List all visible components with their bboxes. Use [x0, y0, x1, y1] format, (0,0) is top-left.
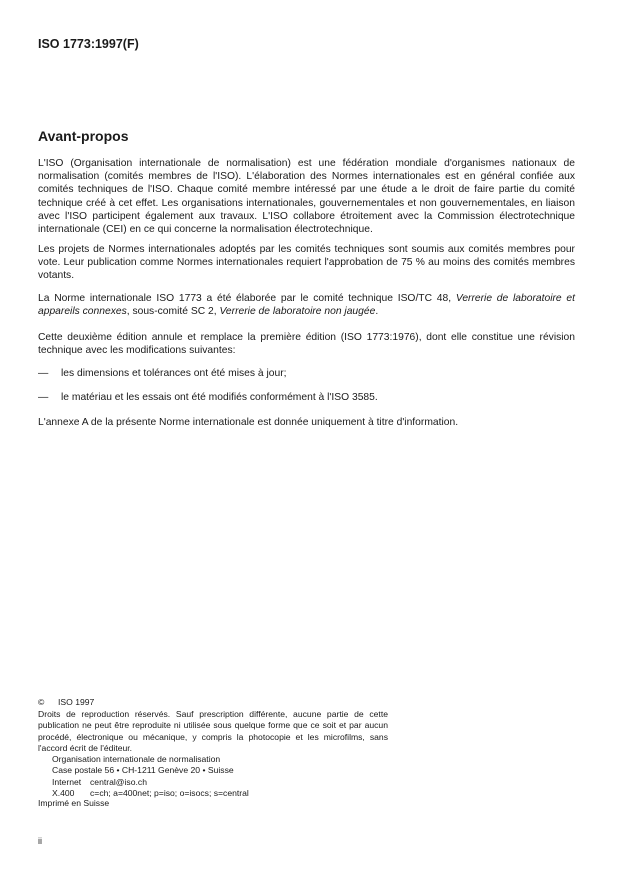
list-item-text: les dimensions et tolérances ont été mises à jour; [61, 368, 287, 379]
subcommittee-name: Verrerie de laboratoire non jaugée [219, 306, 376, 318]
copyright-line [38, 697, 94, 708]
dash-bullet: — [38, 368, 49, 379]
internet-row [52, 777, 249, 788]
list-item-text: le matériau et les essais ont été modifiés conformément à l'ISO 3585. [61, 392, 378, 403]
publisher-address [52, 754, 249, 800]
copyright-icon: © [38, 697, 45, 707]
dash-bullet: — [38, 392, 49, 403]
internet-label: Internet [52, 776, 82, 787]
internet-value: central@iso.ch [90, 776, 147, 787]
paragraph-annex: L'annexe A de la présente Norme internationale est donnée uniquement à titre d'information. [38, 417, 459, 428]
list-item [38, 391, 575, 405]
paragraph-committee [38, 292, 575, 318]
section-title: Avant-propos [38, 128, 129, 144]
list-item [38, 367, 575, 381]
postal-address: Case postale 56 • CH-1211 Genève 20 • Suisse [52, 765, 234, 776]
x400-value: c=ch; a=400net; p=iso; o=isocs; s=central [90, 788, 249, 799]
committee-name: Verrerie de laboratoire et appareils connexes [38, 293, 575, 318]
rights-notice: Droits de reproduction réservés. Sauf prescription différente, aucune partie de cette publication ne peut être reproduite ni utilisée sous quelque forme que ce soit et par aucun procédé, électronique ou mécanique, y compris la photocopie et les microfilms, sans l'accord écrit de l'éditeur. [38, 709, 388, 754]
copyright-text: ISO 1997 [58, 697, 95, 707]
committee-text-e: . [375, 306, 379, 318]
document-id: ISO 1773:1997(F) [38, 37, 139, 51]
x400-label: X.400 [52, 788, 75, 799]
printed-in: Imprimé en Suisse [38, 798, 110, 808]
paragraph-edition: Cette deuxième édition annule et remplace la première édition (ISO 1773:1976), dont elle constitue une révision technique avec les modifications suivantes: [38, 332, 575, 357]
page-number: ii [38, 836, 42, 846]
org-name: Organisation internationale de normalisation [52, 754, 221, 764]
committee-text-c: , sous-comité SC 2, [126, 306, 220, 318]
paragraph-iso-organisation: L'ISO (Organisation internationale de normalisation) est une fédération mondiale d'organismes nationaux de normalisation (comités membres de l'ISO). L'élaboration des Normes internationales est en général confiée aux comités techniques de l'ISO. Chaque comité membre intéressé par une étude a le droit de faire partie du comité technique créé à cet effet. Les organisations internationales, gouvernementales et non gouvernementales, en liaison avec l'ISO participent également aux travaux. L'ISO collabore étroitement avec la Commission électrotechnique internationale (CEI) en ce qui concerne la normalisation électrotechnique. [38, 158, 575, 236]
paragraph-voting: Les projets de Normes internationales adoptés par les comités techniques sont soumis aux comités membres pour vote. Leur publication comme Normes internationales requiert l'approbation de 75 % au moins des comités membres votants. [38, 244, 575, 282]
committee-text-a: La Norme internationale ISO 1773 a été élaborée par le comité technique ISO/TC 48, [38, 293, 456, 304]
